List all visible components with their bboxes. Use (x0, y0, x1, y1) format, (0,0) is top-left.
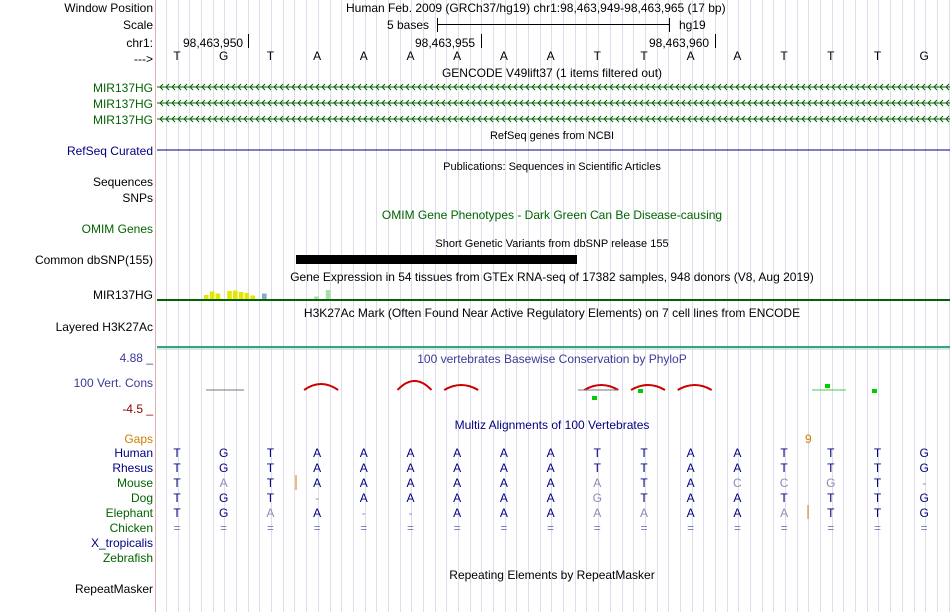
aligned-base: = (873, 521, 882, 535)
aligned-base: T (873, 491, 882, 505)
reference-base: G (219, 49, 229, 63)
reference-base: T (593, 49, 601, 63)
phylop-score-arc (584, 385, 618, 390)
omim-track-label[interactable]: OMIM Genes (81, 222, 153, 236)
aligned-base: = (547, 521, 555, 535)
gencode-gene-label[interactable]: MIR137HG (92, 113, 153, 127)
reference-base: T (266, 49, 275, 63)
gencode-gene-label[interactable]: MIR137HG (92, 97, 153, 111)
gtex-tissue-bar (245, 293, 250, 299)
aligned-base: G (919, 446, 929, 460)
aligned-base: A (733, 446, 742, 460)
reference-base: T (780, 49, 788, 63)
repeatmasker-track-title: Repeating Elements by RepeatMasker (449, 568, 655, 582)
aligned-base: G (219, 491, 229, 505)
aligned-base: A (686, 506, 695, 520)
aligned-base: = (313, 521, 321, 535)
aligned-base: = (827, 521, 835, 535)
phylop-score-arc (678, 385, 712, 390)
aligned-base: A (593, 476, 602, 490)
aligned-base: A (546, 506, 555, 520)
aligned-base: T (827, 446, 835, 460)
aligned-base: - (315, 491, 320, 505)
aligned-base: T (640, 461, 648, 475)
aligned-base: A (453, 476, 462, 490)
aligned-base: = (220, 521, 228, 535)
aligned-base: A (499, 446, 508, 460)
phylop-score-arc (444, 385, 478, 390)
aligned-base: A (313, 461, 322, 475)
gtex-tissue-bar (216, 294, 221, 300)
aligned-base: T (173, 491, 181, 505)
aligned-base: A (359, 491, 368, 505)
phylop-score-arc (398, 381, 432, 390)
aligned-base: - (361, 506, 366, 520)
h3k27ac-track-title: H3K27Ac Mark (Often Found Near Active Regulatory Elements) on 7 cell lines from ENCODE (303, 306, 801, 320)
aligned-base: T (873, 461, 882, 475)
aligned-base: G (919, 506, 929, 520)
aligned-base: A (546, 491, 555, 505)
species-label[interactable]: Dog (130, 491, 153, 505)
aligned-base: = (266, 521, 274, 535)
aligned-base: A (639, 506, 649, 520)
aligned-base: A (499, 461, 508, 475)
aligned-base: A (780, 506, 789, 520)
aligned-base: A (359, 446, 368, 460)
scale-assembly: hg19 (679, 18, 706, 32)
aligned-base: T (873, 446, 882, 460)
aligned-base: A (406, 476, 415, 490)
aligned-base: T (266, 446, 275, 460)
aligned-base: A (453, 491, 462, 505)
reference-base: G (919, 49, 929, 63)
species-label[interactable]: Elephant (105, 506, 153, 520)
aligned-base: G (592, 491, 602, 505)
gtex-track-label[interactable]: MIR137HG (92, 288, 153, 302)
reference-base: T (173, 49, 181, 63)
species-label[interactable]: Zebrafish (102, 551, 153, 565)
aligned-base: - (408, 506, 413, 520)
gtex-track-title: Gene Expression in 54 tissues from GTEx RNA-seq of 17382 samples, 948 donors (V8, Aug 2019) (290, 270, 814, 284)
aligned-base: T (266, 491, 275, 505)
gtex-tissue-bar (250, 296, 255, 300)
aligned-base: A (453, 446, 462, 460)
position-tick-label: 98,463,950 (183, 36, 244, 50)
gaps-label: Gaps (124, 432, 153, 446)
aligned-base: A (453, 461, 462, 475)
window-position-label: Window Position (64, 1, 153, 15)
species-label[interactable]: Mouse (116, 476, 153, 490)
phylop-negative-score (825, 384, 830, 388)
aligned-base: T (266, 476, 275, 490)
aligned-base: A (313, 476, 322, 490)
aligned-base: T (827, 506, 835, 520)
aligned-base: A (686, 461, 695, 475)
gencode-track-title: GENCODE V49lift37 (1 items filtered out) (441, 66, 663, 80)
aligned-base: A (733, 461, 742, 475)
position-tick-label: 98,463,960 (649, 36, 710, 50)
aligned-base: = (733, 521, 741, 535)
aligned-base: A (546, 476, 555, 490)
aligned-base: A (593, 506, 602, 520)
aligned-base: T (593, 446, 601, 460)
aligned-base: T (266, 461, 275, 475)
chrom-label: chr1: (126, 36, 153, 50)
reference-base: T (640, 49, 648, 63)
species-label[interactable]: Chicken (109, 521, 153, 535)
omim-track-title: OMIM Gene Phenotypes - Dark Green Can Be Disease-causing (381, 208, 723, 222)
aligned-base: - (922, 476, 927, 490)
reference-base: T (827, 49, 835, 63)
aligned-base: C (779, 476, 789, 490)
aligned-base: A (219, 476, 228, 490)
dbsnp-track-title: Short Genetic Variants from dbSNP release 155 (435, 238, 669, 250)
aligned-base: T (640, 446, 648, 460)
aligned-base: G (219, 446, 229, 460)
aligned-base: T (873, 476, 882, 490)
reference-base: A (313, 49, 322, 63)
gtex-tissue-bar (326, 290, 331, 299)
gtex-tissue-bar (233, 291, 238, 300)
aligned-base: T (640, 476, 648, 490)
gaps-marker: 9 (805, 432, 812, 446)
aligned-base: A (453, 506, 462, 520)
reference-base: A (686, 49, 695, 63)
species-label[interactable]: Rhesus (112, 461, 153, 475)
window-position-value: Human Feb. 2009 (GRCh37/hg19) chr1:98,463,949-98,463,965 (17 bp) (346, 1, 726, 15)
publications-track-title: Publications: Sequences in Scientific Articles (443, 161, 661, 173)
aligned-base: A (733, 506, 742, 520)
strand-label: ---> (134, 52, 153, 66)
aligned-base: = (920, 521, 928, 535)
repeatmasker-track-label[interactable]: RepeatMasker (74, 582, 153, 596)
aligned-base: T (173, 506, 181, 520)
aligned-base: G (919, 491, 929, 505)
aligned-base: A (359, 476, 368, 490)
phylop-conservation-plot (206, 381, 877, 400)
aligned-base: T (173, 476, 181, 490)
h3k27ac-track-label[interactable]: Layered H3K27Ac (55, 320, 153, 334)
aligned-base: A (686, 446, 695, 460)
species-label[interactable]: Human (114, 446, 153, 460)
aligned-base: = (593, 521, 601, 535)
aligned-base: A (499, 506, 508, 520)
phylop-negative-score (592, 396, 597, 400)
gtex-tissue-bar (227, 291, 232, 299)
aligned-base: = (640, 521, 648, 535)
aligned-base: A (686, 491, 695, 505)
aligned-base: A (406, 491, 415, 505)
aligned-base: A (406, 461, 415, 475)
gtex-expression-bars (204, 290, 330, 299)
snps-track-label[interactable]: SNPs (122, 191, 153, 205)
aligned-base: = (360, 521, 368, 535)
aligned-base: = (687, 521, 695, 535)
aligned-base: G (219, 461, 229, 475)
dbsnp-track-label[interactable]: Common dbSNP(155) (34, 253, 153, 267)
phylop-score-arc (304, 384, 338, 390)
aligned-base: T (780, 491, 788, 505)
aligned-base: = (780, 521, 788, 535)
aligned-base: = (406, 521, 415, 535)
aligned-base: = (173, 521, 181, 535)
aligned-base: A (546, 461, 555, 475)
position-tick-label: 98,463,955 (415, 36, 476, 50)
aligned-base: T (593, 461, 601, 475)
aligned-base: T (873, 506, 882, 520)
aligned-base: A (406, 446, 415, 460)
reference-base: A (733, 49, 742, 63)
gtex-tissue-bar (262, 294, 267, 300)
aligned-base: T (780, 446, 788, 460)
phylop-negative-score (638, 389, 643, 393)
phylop-max-label: 4.88 _ (119, 351, 153, 365)
gencode-gene-label[interactable]: MIR137HG (92, 81, 153, 95)
phylop-track-label[interactable]: 100 Vert. Cons (73, 376, 153, 390)
aligned-base: T (173, 446, 181, 460)
aligned-base: A (313, 506, 322, 520)
scale-label: Scale (122, 18, 153, 32)
phylop-min-label: -4.5 _ (122, 402, 153, 416)
species-label[interactable]: X_tropicalis (90, 536, 153, 550)
phylop-track-title: 100 vertebrates Basewise Conservation by PhyloP (417, 352, 687, 366)
phylop-negative-score (872, 389, 877, 393)
gtex-tissue-bar (204, 295, 209, 299)
aligned-base: G (219, 506, 229, 520)
aligned-base: T (827, 461, 835, 475)
aligned-base: T (827, 491, 835, 505)
dbsnp-variant-bar (296, 255, 577, 264)
reference-base: T (873, 49, 882, 63)
aligned-base: A (499, 491, 508, 505)
aligned-base: A (686, 476, 695, 490)
aligned-base: = (500, 521, 508, 535)
reference-base: A (359, 49, 368, 63)
aligned-base: G (826, 476, 836, 490)
reference-base: A (453, 49, 462, 63)
scale-text: 5 bases (387, 18, 430, 32)
reference-base: A (546, 49, 555, 63)
sequences-track-label[interactable]: Sequences (92, 175, 153, 189)
aligned-base: = (453, 521, 461, 535)
gtex-tissue-bar (210, 292, 215, 300)
aligned-base: A (359, 461, 368, 475)
gtex-tissue-bar (314, 297, 319, 300)
aligned-base: A (499, 476, 508, 490)
phylop-score-arc (631, 385, 665, 390)
gtex-tissue-bar (239, 292, 244, 299)
refseq-track-label[interactable]: RefSeq Curated (66, 144, 153, 158)
gencode-gene-features (157, 84, 950, 122)
refseq-track-title: RefSeq genes from NCBI (489, 130, 615, 142)
aligned-base: A (733, 491, 742, 505)
reference-base: A (406, 49, 415, 63)
reference-base: A (499, 49, 508, 63)
aligned-base: T (173, 461, 181, 475)
aligned-base: T (780, 461, 788, 475)
aligned-base: A (313, 446, 322, 460)
aligned-base: A (266, 506, 275, 520)
aligned-base: T (640, 491, 648, 505)
aligned-base: G (919, 461, 929, 475)
multiz-track-title: Multiz Alignments of 100 Vertebrates (454, 418, 650, 432)
aligned-base: A (546, 446, 555, 460)
aligned-base: C (733, 476, 742, 490)
